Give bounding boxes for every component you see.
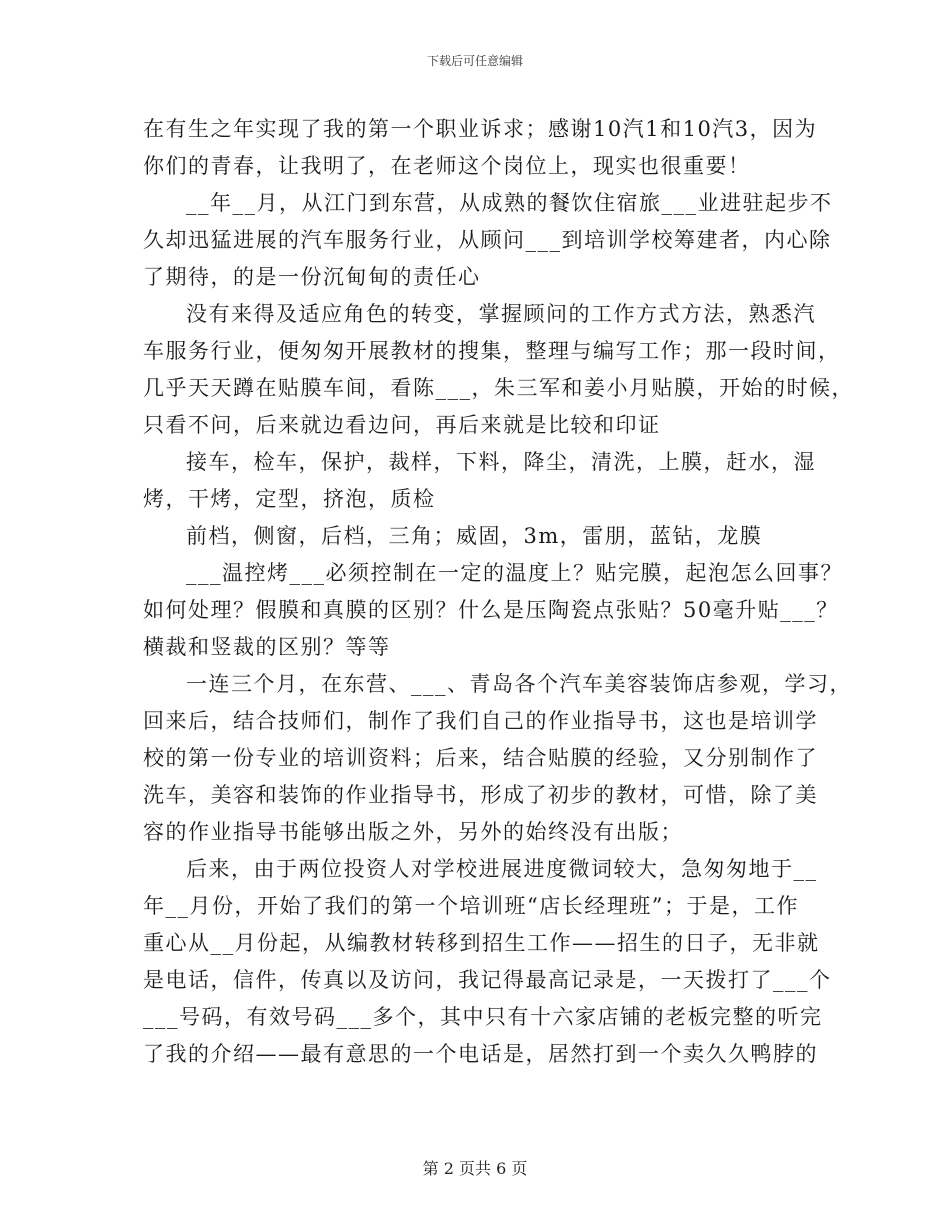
- text-line: 几乎天天蹲在贴膜车间，看陈___，朱三军和姜小月贴膜，开始的时候，: [143, 376, 854, 400]
- text-line: 洗车，美容和装饰的作业指导书，形成了初步的教材，可惜，除了美: [143, 783, 818, 807]
- text-line: 是电话，信件，传真以及访问，我记得最高记录是，一天拨打了___个: [143, 968, 832, 992]
- text-line: 回来后，结合技师们，制作了我们自己的作业指导书，这也是培训学: [143, 709, 818, 733]
- page-header: 下载后可任意编辑: [426, 54, 523, 68]
- text-line: 久却迅猛进展的汽车服务行业，从顾问___到培训学校筹建者，内心除: [143, 228, 832, 252]
- text-line: 如何处理？假膜和真膜的区别？什么是压陶瓷点张贴？50毫升贴___？: [143, 598, 839, 622]
- paragraph: [143, 188, 833, 292]
- text-line: 在有生之年实现了我的第一个职业诉求；感谢10汽1和10汽3，因为: [143, 117, 818, 141]
- text-line: 了期待，的是一份沉甸甸的责任心: [143, 265, 481, 289]
- paragraph: [143, 299, 854, 440]
- text-line: 你们的青春，让我明了，在老师这个岗位上，现实也很重要！: [143, 154, 751, 178]
- text-line: 重心从__月份起，从编教材转移到招生工作——招生的日子，无非就: [143, 931, 820, 955]
- text-line: 前档，侧窗，后档，三角；威固，3m，雷朋，蓝钻，龙膜: [186, 524, 763, 548]
- text-line: 接车，检车，保护，裁样，下料，降尘，清洗，上膜，赶水，湿: [186, 450, 816, 474]
- text-line: 一连三个月，在东营、___、青岛各个汽车美容装饰店参观，学习，: [186, 672, 852, 696]
- text-line: 车服务行业，便匆匆开展教材的搜集，整理与编写工作；那一段时间，: [143, 339, 841, 363]
- text-line: __年__月，从江门到东营，从成熟的餐饮住宿旅___业进驻起步不: [186, 191, 833, 215]
- paragraph: [143, 114, 818, 181]
- text-line: 后来，由于两位投资人对学校进展进度微词较大，急匆匆地于__: [186, 857, 818, 881]
- paragraph: [143, 558, 843, 662]
- text-line: 只看不问，后来就边看边问，再后来就是比较和印证: [143, 413, 661, 437]
- text-line: 烤，干烤，定型，挤泡，质检: [143, 487, 436, 511]
- text-line: 年__月份，开始了我们的第一个培训班“店长经理班”；于是，工作: [143, 894, 799, 918]
- text-line: 校的第一份专业的培训资料；后来，结合贴膜的经验，又分别制作了: [143, 746, 818, 770]
- page-number: 第 2 页共 6 页: [422, 1159, 528, 1178]
- text-line: 容的作业指导书能够出版之外，另外的始终没有出版；: [143, 820, 683, 844]
- text-line: ___号码，有效号码___多个，其中只有十六家店铺的老板完整的听完: [143, 1005, 823, 1029]
- paragraph: [143, 669, 852, 847]
- paragraph: [143, 447, 815, 514]
- text-line: 了我的介绍——最有意思的一个电话是，居然打到一个卖久久鸭脖的: [143, 1042, 818, 1066]
- paragraph: [143, 521, 815, 551]
- text-line: ___温控烤___必须控制在一定的温度上？贴完膜，起泡怎么回事？: [186, 561, 843, 585]
- paragraph: [143, 854, 832, 1069]
- document-body: [143, 114, 854, 1069]
- text-line: 横裁和竖裁的区别？等等: [143, 635, 391, 659]
- text-line: 没有来得及适应角色的转变，掌握顾问的工作方式方法，熟悉汽: [186, 302, 816, 326]
